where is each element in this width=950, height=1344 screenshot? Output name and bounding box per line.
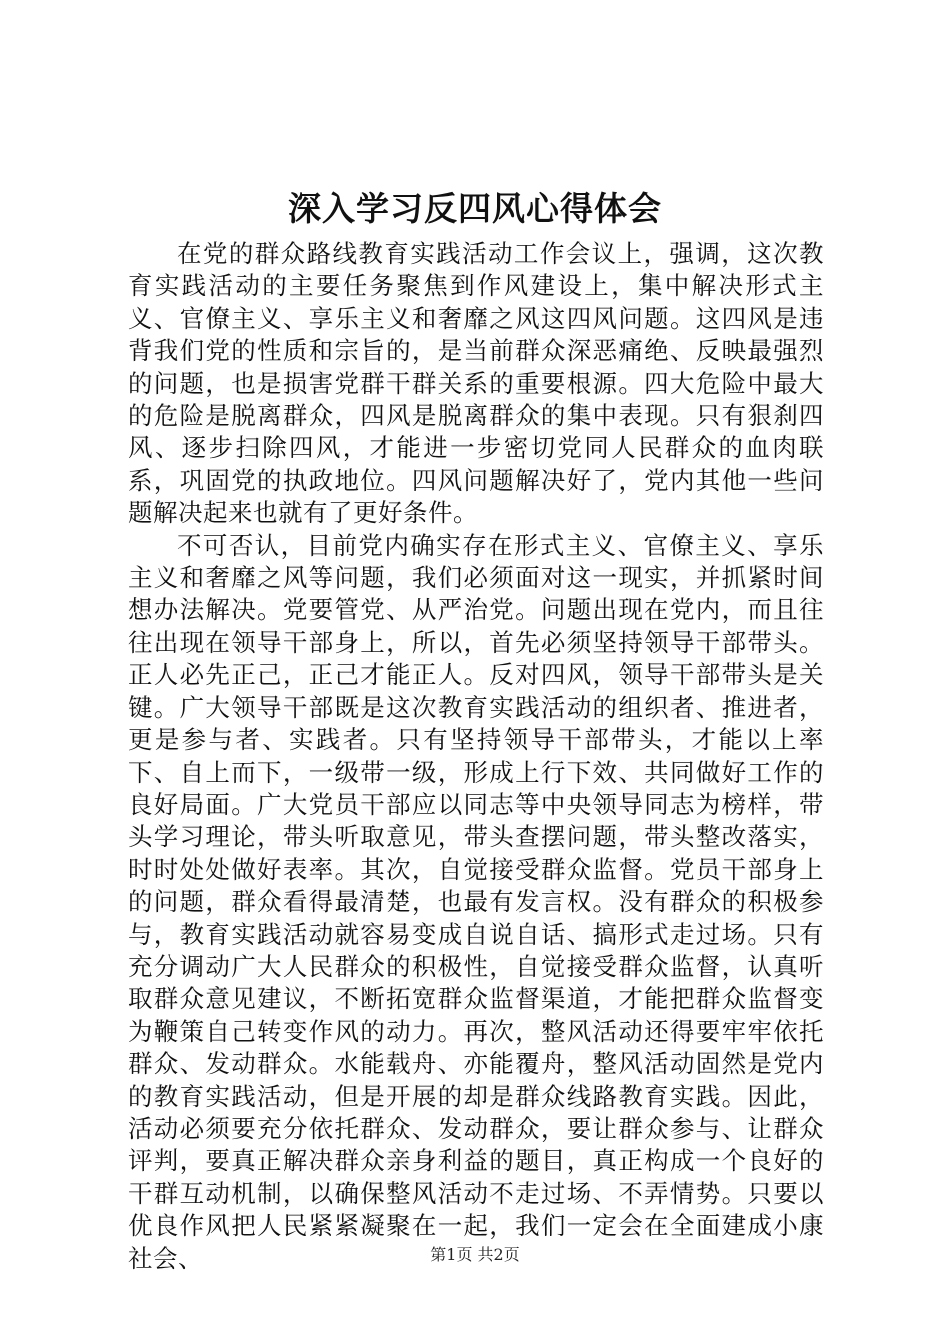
document-title: 深入学习反四风心得体会 <box>288 189 662 228</box>
page-footer: 第1页 共2页 <box>430 1245 520 1264</box>
paragraph-1: 在党的群众路线教育实践活动工作会议上，强调，这次教育实践活动的主要任务聚焦到作风建设上，集中解决形式主义、官僚主义、享乐主义和奢靡之风这四风问题。这四风是违背我们党的性质和宗旨的，是当前群众深恶痛绝、反映最强烈的问题，也是损害党群干群关系的重要根源。四大危险中最大的危险是脱离群众，四风是脱离群众的集中表现。只有狠刹四风、逐步扫除四风，才能进一步密切党同人民群众的血肉联系，巩固党的执政地位。四风问题解决好了，党内其他一些问题解决起来也就有了更好条件。 <box>128 239 824 528</box>
document-body <box>128 238 824 1275</box>
paragraph-2: 不可否认，目前党内确实存在形式主义、官僚主义、享乐主义和奢靡之风等问题，我们必须面对这一现实，并抓紧时间想办法解决。党要管党、从严治党。问题出现在党内，而且往往出现在领导干部身上，所以，首先必须坚持领导干部带头。正人必先正己，正己才能正人。反对四风，领导干部带头是关键。广大领导干部既是这次教育实践活动的组织者、推进者，更是参与者、实践者。只有坚持领导干部带头，才能以上率下、自上而下，一级带一级，形成上行下效、共同做好工作的良好局面。广大党员干部应以同志等中央领导同志为榜样，带头学习理论，带头听取意见，带头查摆问题，带头整改落实，时时处处做好表率。其次，自觉接受群众监督。党员干部身上的问题，群众看得最清楚，也最有发言权。没有群众的积极参与，教育实践活动就容易变成自说自话、搞形式走过场。只有充分调动广大人民群众的积极性，自觉接受群众监督，认真听取群众意见建议，不断拓宽群众监督渠道，才能把群众监督变为鞭策自己转变作风的动力。再次，整风活动还得要牢牢依托群众、发动群众。水能载舟、亦能覆舟，整风活动固然是党内的教育实践活动，但是开展的却是群众线路教育实践。因此，活动必须要充分依托群众、发动群众，要让群众参与、让群众评判，要真正解决群众亲身利益的题目，真正构成一个良好的干群互动机制，以确保整风活动不走过场、不弄情势。只要以优良作风把人民紧紧凝聚在一起，我们一定会在全面建成小康社会、 <box>128 530 824 1273</box>
